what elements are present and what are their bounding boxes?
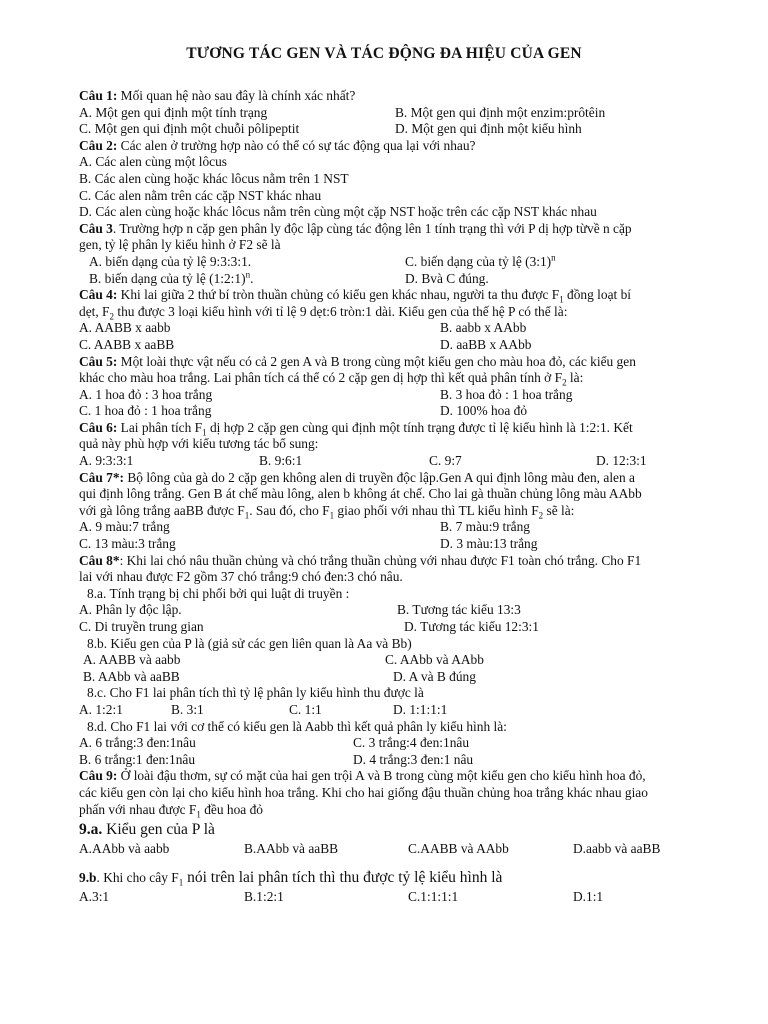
q4-option-d[interactable]: D. aaBB x AAbb (440, 336, 532, 352)
q6-option-d[interactable]: D. 12:3:1 (596, 453, 647, 469)
q4-text-2a: dẹt, F (79, 303, 110, 319)
q4-text-1b: đồng loạt bí (563, 287, 632, 303)
q8c-option-a[interactable]: A. 1:2:1 (79, 701, 123, 717)
q7-text-3d: sẽ là: (543, 502, 575, 518)
q9b-text-a: . Khi cho cây F (96, 869, 179, 885)
q6-option-a[interactable]: A. 9:3:3:1 (79, 453, 134, 469)
q8b-option-b[interactable]: B. AAbb và aaBB (83, 668, 180, 684)
q8c-option-b[interactable]: B. 3:1 (171, 701, 204, 717)
q3-option-b[interactable] (89, 271, 253, 288)
q8a-options-row2 (79, 619, 719, 636)
q8c-head: 8.c. Cho F1 lai phân tích thì tỷ lệ phân ly kiểu hình thu được là (87, 685, 424, 701)
q7-stem-cont-1: qui định lông trắng. Gen B át chế màu lông, alen b không át chế. Cho lai gà thuần chủng lông màu AAbb (79, 486, 642, 502)
q7-options-row1 (79, 519, 719, 536)
q8b-option-d[interactable]: D. A và B đúng (393, 668, 476, 684)
q9-stem (79, 768, 719, 785)
q9b-head (79, 870, 719, 889)
q4-option-c[interactable]: C. AABB x aaBB (79, 336, 175, 352)
q9a-option-a[interactable]: A.AAbb và aabb (79, 841, 170, 857)
q9-sub-1: 1 (196, 809, 201, 820)
q3-text-1: . Trường hợp n cặp gen phân ly độc lập cùng tác động lên 1 tính trạng thì với P dị hợp từvề n cặp (112, 220, 632, 236)
q6-text-1b: dị hợp 2 cặp gen cùng qui định một tính trạng được tỉ lệ kiểu hình là 1:2:1. Kết (206, 419, 633, 435)
q9a-option-b[interactable]: B.AAbb và aaBB (244, 841, 339, 857)
q9-text-3a: phấn với nhau được F (79, 801, 197, 817)
q9b-option-a[interactable]: A.3:1 (79, 888, 110, 904)
q2-number: Câu 2: (79, 137, 118, 153)
q3-option-a[interactable]: A. biến dạng của tỷ lệ 9:3:3:1. (89, 253, 252, 269)
q9b-option-b[interactable]: B.1:2:1 (244, 888, 284, 904)
q9b-option-c[interactable]: C.1:1:1:1 (408, 888, 459, 904)
q8-stem-cont: lai với nhau được F2 gồm 37 chó trắng:9 chó đen:3 chó nâu. (79, 569, 403, 585)
q5-sub-2: 2 (562, 377, 567, 388)
q9b-options (79, 889, 719, 906)
q8d-option-a[interactable]: A. 6 trắng:3 đen:1nâu (79, 735, 196, 751)
q4-sub-2: 2 (109, 311, 115, 322)
q8-number: Câu 8* (79, 552, 120, 568)
q4-number: Câu 4: (79, 287, 118, 303)
q6-stem (79, 420, 719, 437)
q9a-options (79, 841, 719, 858)
q2-option-a[interactable]: A. Các alen cùng một lôcus (79, 154, 228, 170)
q3-option-c[interactable] (405, 254, 556, 271)
q9-text-3b: đều hoa đỏ (200, 801, 263, 817)
q1-stem (79, 88, 719, 105)
q1-options-row1 (79, 105, 719, 122)
q7-sub-1b: 1 (329, 510, 335, 521)
q7-options-row2 (79, 536, 719, 553)
q3-options-row1 (79, 254, 719, 271)
q8d-options-row1 (79, 735, 719, 752)
q3-option-b-text: B. biến dạng của tỷ lệ (1:2:1) (89, 270, 246, 286)
q1-option-c[interactable]: C. Một gen qui định một chuỗi pôlipeptit (79, 121, 300, 137)
q3-option-c-text: C. biến dạng của tỷ lệ (3:1) (405, 253, 552, 269)
q5-options-row2 (79, 403, 719, 420)
q7-option-b[interactable]: B. 7 màu:9 trắng (440, 519, 531, 535)
q4-text-2b: thu được 3 loại kiểu hình với tỉ lệ 9 dẹt:6 tròn:1 dài. Kiểu gen của thế hệ P có thể là: (114, 303, 568, 319)
q6-sub-1: 1 (202, 427, 207, 438)
q7-number: Câu 7*: (79, 469, 125, 485)
q4-text-1: Khi lai giữa 2 thứ bí tròn thuần chủng có kiểu gen khác nhau, người ta thu được F (117, 287, 560, 303)
q1-option-d[interactable]: D. Một gen qui định một kiểu hình (395, 121, 582, 137)
q9a-option-d[interactable]: D.aabb và aaBB (573, 841, 661, 857)
q2-option-b[interactable]: B. Các alen cùng hoặc khác lôcus nằm trên 1 NST (79, 170, 349, 186)
q8b-options-row2 (79, 669, 719, 686)
q8d-option-d[interactable]: D. 4 trắng:3 đen:1 nâu (353, 751, 474, 767)
q9a-number: 9.a. (79, 821, 103, 839)
q8a-option-c[interactable]: C. Di truyền trung gian (79, 619, 204, 634)
question-list (79, 88, 719, 905)
q9a-text: Kiểu gen của P là (102, 821, 215, 839)
q1-text: Mối quan hệ nào sau đây là chính xác nhất? (117, 88, 356, 103)
q8-text-1: : Khi lai chó nâu thuần chủng và chó trắng thuần chủng với nhau được F1 toàn chó trắng. Cho F1 (119, 552, 642, 568)
q2-option-c[interactable]: C. Các alen nằm trên các cặp NST khác nhau (79, 187, 322, 203)
q2-stem (79, 138, 719, 155)
q5-option-d[interactable]: D. 100% hoa đỏ (440, 403, 528, 419)
q9-text-1: Ở loài đậu thơm, sự có mặt của hai gen trội A và B trong cùng một kiểu gen cho kiểu hình hoa đỏ, (117, 768, 646, 784)
q5-text-2a: khác cho màu hoa trắng. Lai phân tích cá thể có 2 cặp gen dị hợp thì kết quả phân tính ở F (79, 370, 563, 386)
q5-number: Câu 5: (79, 353, 118, 369)
q2-text: Các alen ở trường hợp nào có thể có sự tác động qua lại với nhau? (117, 137, 476, 153)
q1-option-b[interactable]: B. Một gen qui định một enzim:prôtêin (395, 104, 606, 120)
q1-options-row2 (79, 121, 719, 138)
q3-options-row2 (79, 271, 719, 288)
q5-options-row1 (79, 387, 719, 404)
q7-option-d[interactable]: D. 3 màu:13 trắng (440, 536, 538, 552)
q5-option-b[interactable]: B. 3 hoa đỏ : 1 hoa trắng (440, 386, 573, 402)
q8a-option-b[interactable]: B. Tương tác kiểu 13:3 (397, 602, 521, 618)
q3-option-c-sup: n (551, 252, 556, 263)
q8a-option-a[interactable]: A. Phân ly độc lập. (79, 602, 182, 618)
q6-text-1a: Lai phân tích F (117, 419, 203, 435)
q8d-options-row2 (79, 752, 719, 769)
q4-stem-cont (79, 304, 719, 321)
q8c-option-d[interactable]: D. 1:1:1:1 (393, 701, 448, 717)
q7-sub-2: 2 (538, 510, 544, 521)
q8b-head: 8.b. Kiểu gen của P là (giả sử các gen liên quan là Aa và Bb) (87, 635, 412, 651)
q8c-options (79, 702, 719, 719)
q4-options-row1 (79, 320, 719, 337)
q3-option-b-sup: n (245, 269, 251, 280)
q5-stem-cont (79, 370, 719, 387)
q5-text-2b: là: (566, 370, 584, 386)
q9b-text-b: nói trên lai phân tích thì thu được tỷ lệ kiểu hình là (183, 868, 503, 886)
q6-option-c[interactable]: C. 9:7 (429, 453, 462, 469)
q8d-option-b[interactable]: B. 6 trắng:1 đen:1nâu (79, 751, 196, 767)
q5-text-1: Một loài thực vật nếu có cả 2 gen A và B trong cùng một kiểu gen cho màu hoa đỏ, các kiểu gen (117, 353, 636, 369)
q7-text-1: Bộ lông của gà do 2 cặp gen không alen di truyền độc lập.Gen A qui định lông màu đen, alen a (124, 469, 635, 485)
q3-stem (79, 221, 719, 238)
q3-option-d[interactable]: D. Bvà C đúng. (405, 270, 489, 286)
q3-stem-cont: gen, tỷ lệ phân ly kiểu hình ở F2 sẽ là (79, 237, 281, 253)
q8a-head: 8.a. Tính trạng bị chi phối bởi qui luật di truyền : (87, 585, 350, 601)
q9a-option-c[interactable]: C.AABB và AAbb (408, 841, 509, 857)
q4-option-b[interactable]: B. aabb x AAbb (440, 320, 527, 336)
q7-stem-cont-2 (79, 503, 719, 520)
q8a-option-d[interactable]: D. Tương tác kiểu 12:3:1 (404, 619, 539, 634)
q9b-number: 9.b (79, 869, 97, 885)
q6-stem-cont: quả này phù hợp với kiểu tương tác bổ sung: (79, 436, 319, 452)
q1-option-a[interactable]: A. Một gen qui định một tính trạng (79, 104, 268, 120)
q2-option-d[interactable]: D. Các alen cùng hoặc khác lôcus nằm trên cùng một cặp NST hoặc trên các cặp NST khác nhau (79, 204, 597, 220)
q6-options (79, 453, 719, 470)
q5-stem (79, 354, 719, 371)
q4-options-row2 (79, 337, 719, 354)
q9-stem-cont-2 (79, 802, 719, 819)
q7-text-3a: với gà lông trắng aaBB được F (79, 502, 245, 518)
q8b-options-row1 (79, 652, 719, 669)
q6-number: Câu 6: (79, 419, 118, 435)
q5-option-a[interactable]: A. 1 hoa đỏ : 3 hoa trắng (79, 386, 213, 402)
q8b-option-c[interactable]: C. AAbb và AAbb (385, 652, 484, 668)
q9-stem-cont-1: các kiểu gen còn lại cho kiểu hình hoa trắng. Khi cho hai giống đậu thuần chủng hoa trắng khác nhau giao (79, 784, 648, 800)
q8-stem (79, 553, 719, 570)
q1-number: Câu 1: (79, 88, 118, 103)
q8d-option-c[interactable]: C. 3 trắng:4 đen:1nâu (353, 735, 470, 751)
q8b-option-a[interactable]: A. AABB và aabb (83, 652, 181, 668)
document-title: TƯƠNG TÁC GEN VÀ TÁC ĐỘNG ĐA HIỆU CỦA GEN (186, 45, 582, 62)
q9a-head (79, 822, 719, 841)
q5-option-c[interactable]: C. 1 hoa đỏ : 1 hoa trắng (79, 403, 212, 419)
q8c-option-c[interactable]: C. 1:1 (289, 701, 322, 717)
q4-option-a[interactable]: A. AABB x aabb (79, 320, 171, 336)
q4-sub-1: 1 (559, 294, 564, 305)
q3-option-b-dot: . (250, 270, 254, 286)
q9b-option-d[interactable]: D.1:1 (573, 888, 604, 904)
q7-text-3c: giao phối với nhau thì TL kiểu hình F (334, 502, 539, 518)
q9b-sub-1: 1 (178, 877, 184, 888)
q3-number: Câu 3 (79, 220, 113, 236)
q7-option-c[interactable]: C. 13 màu:3 trắng (79, 536, 176, 552)
q7-option-a[interactable]: A. 9 màu:7 trắng (79, 519, 170, 535)
q4-stem (79, 287, 719, 304)
q8a-options-row1 (79, 602, 719, 619)
q7-stem (79, 470, 719, 487)
q7-sub-1a: 1 (244, 510, 250, 521)
q9-number: Câu 9: (79, 768, 118, 784)
q6-option-b[interactable]: B. 9:6:1 (259, 453, 303, 469)
q7-text-3b: . Sau đó, cho F (249, 502, 330, 518)
q8d-head: 8.d. Cho F1 lai với cơ thể có kiểu gen là Aabb thì kết quả phân ly kiểu hình là: (87, 718, 507, 734)
